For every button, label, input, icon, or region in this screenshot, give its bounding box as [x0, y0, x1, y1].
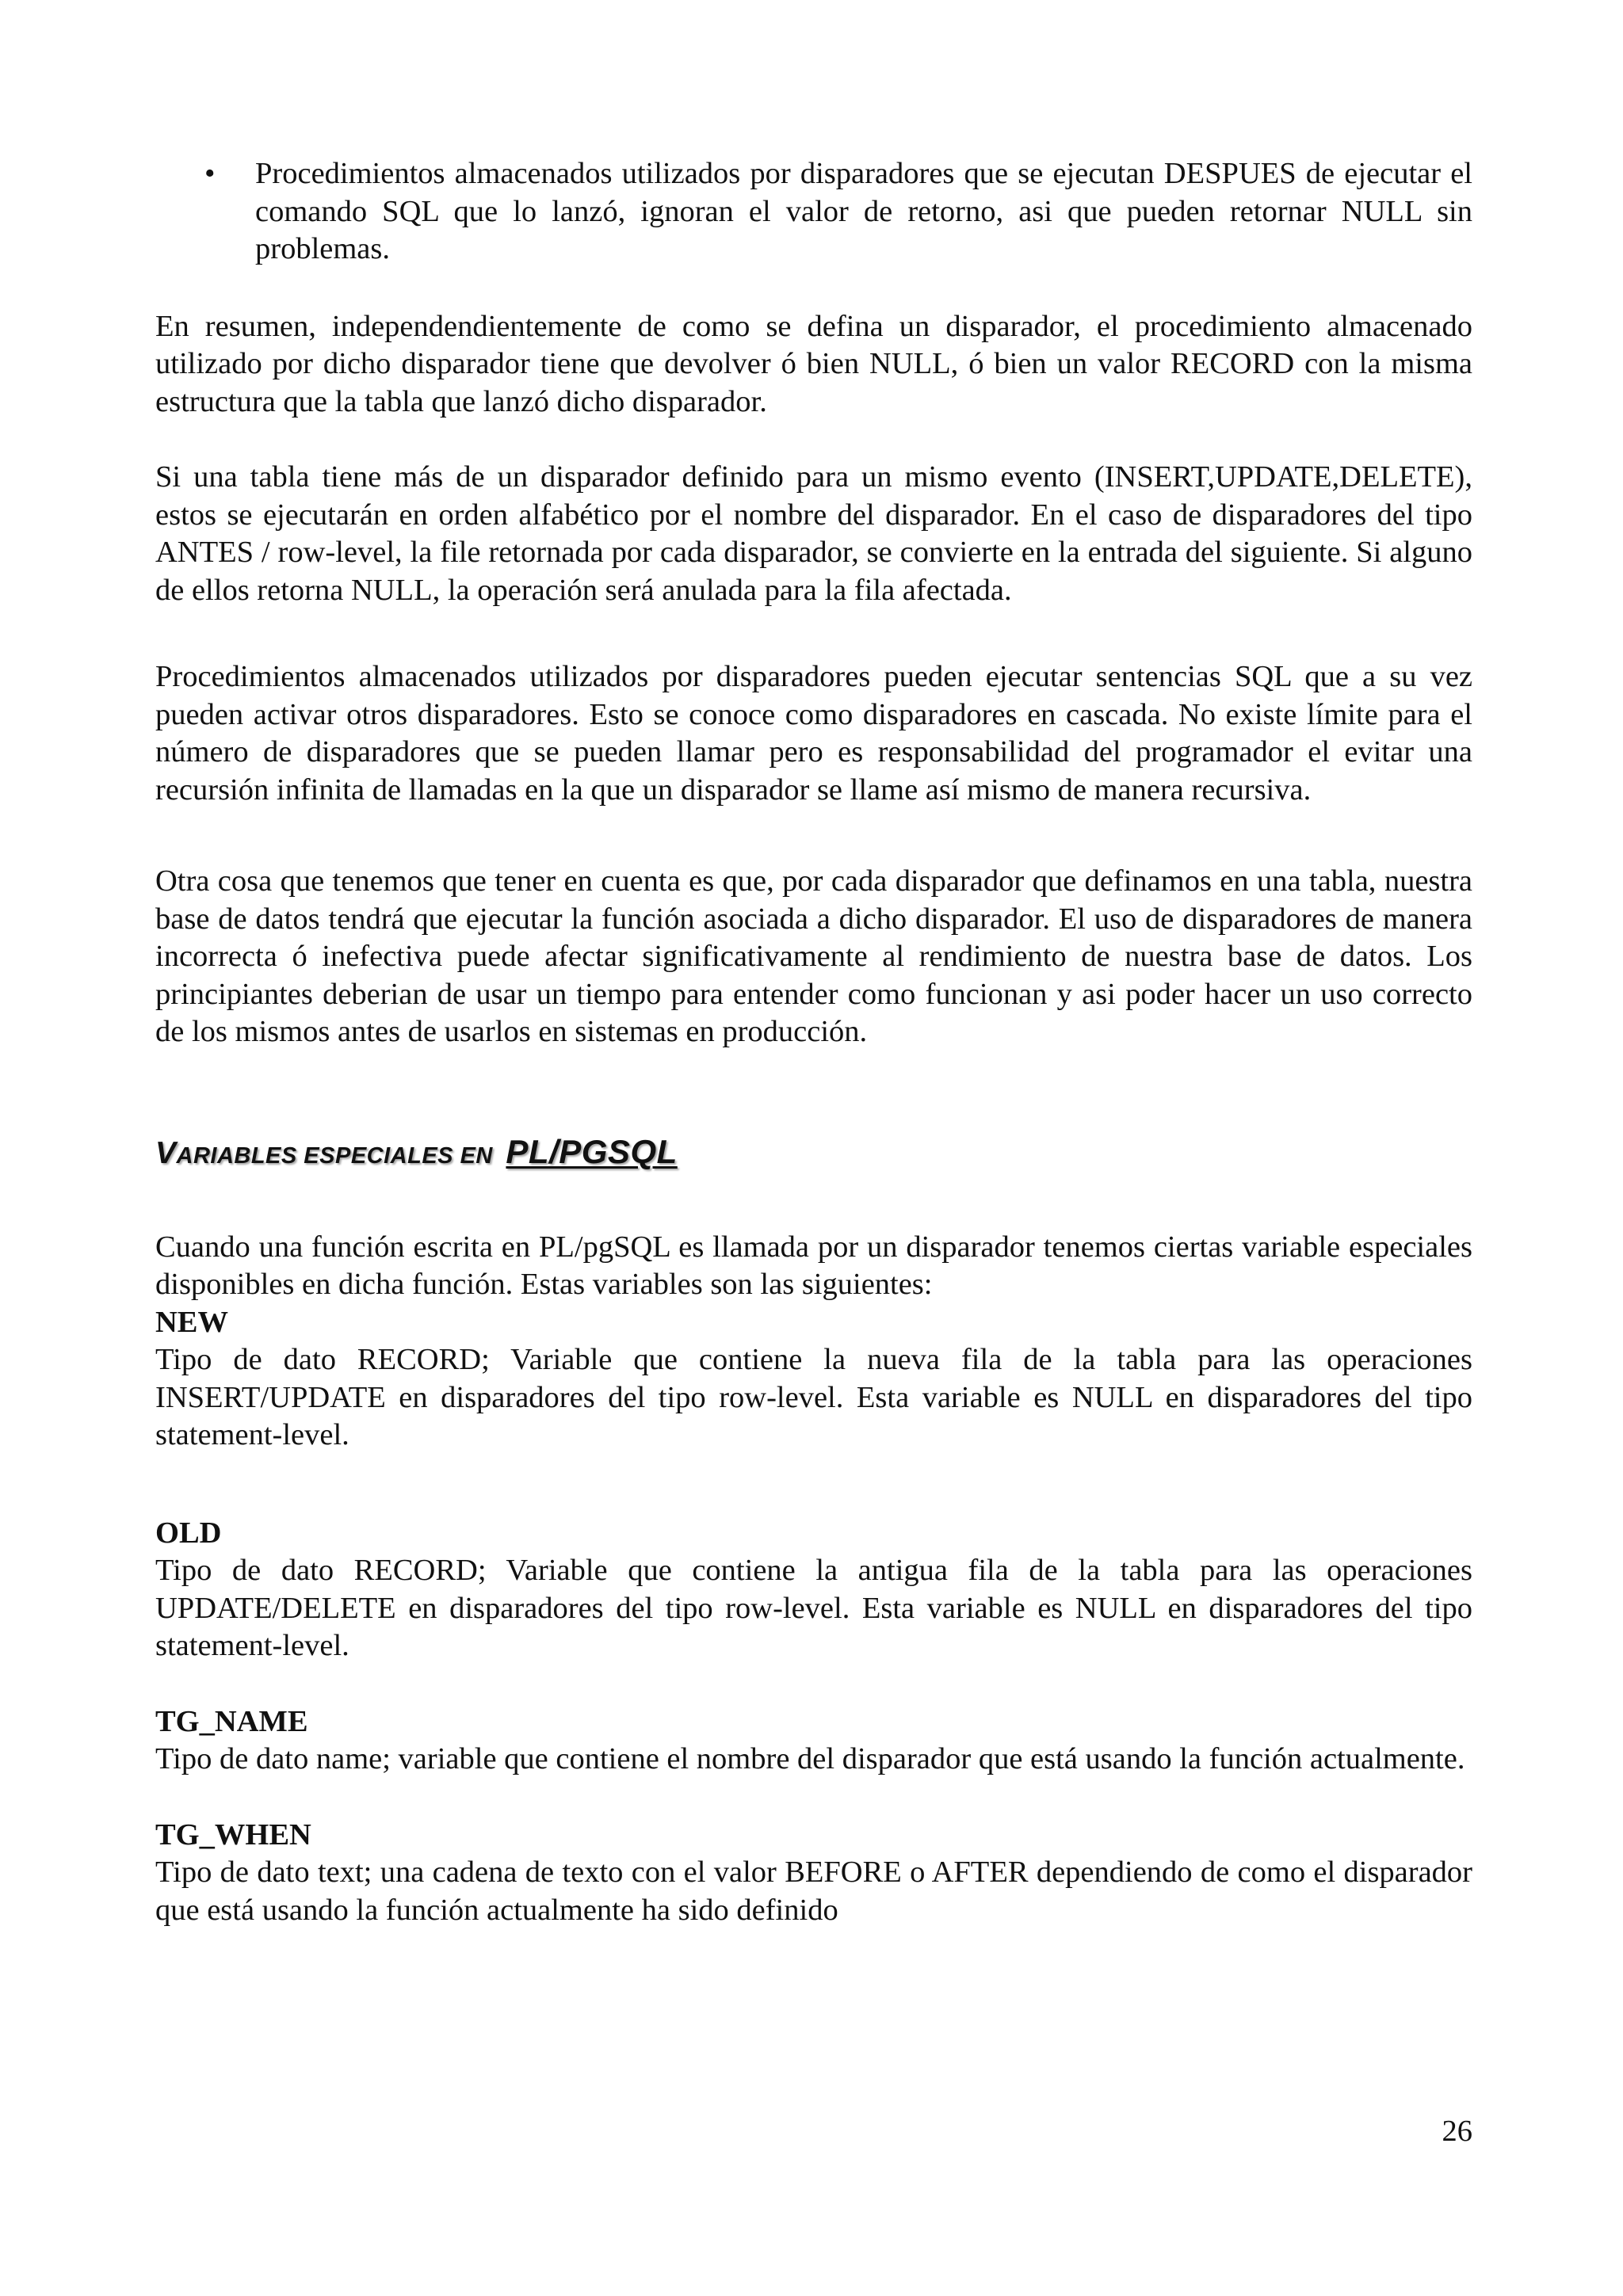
variable-name: TG_NAME [155, 1704, 308, 1738]
variable-tg-when [155, 1817, 1472, 1930]
section-heading [155, 1124, 1472, 1180]
heading-initial: V [155, 1135, 177, 1170]
variable-old [155, 1515, 1472, 1665]
paragraph-cascada: Procedimientos almacenados utilizados por disparadores pueden ejecutar sentencias SQL que a su vez pueden activar otros disparadores. Esto se conoce como disparadores en cascada. No existe límite para el número de disparadores que se pueden llamar pero es responsabilidad del programador el evitar una recursión infinita de llamadas en la que un disparador se llame así mismo de manera recursiva. [155, 660, 1472, 807]
variable-description: Tipo de dato text; una cadena de texto con el valor BEFORE o AFTER dependiendo de como el disparador que está usando la función actualmente ha sido definido [155, 1855, 1472, 1927]
paragraph-intro-variables: Cuando una función escrita en PL/pgSQL es llamada por un disparador tenemos ciertas variable especiales disponibles en dicha función. Estas variables son las siguientes: [155, 1230, 1472, 1301]
paragraph-rendimiento: Otra cosa que tenemos que tener en cuenta es que, por cada disparador que definamos en una tabla, nuestra base de datos tendrá que ejecutar la función asociada a dicho disparador. El uso de disparadores de manera incorrecta ó inefectiva puede afectar significativamente al rendimiento de nuestra base de datos. Los principiantes deberian de usar un tiempo para entender como funcionan y asi poder hacer un uso correcto de los mismos antes de usarlos en sistemas en producción. [155, 864, 1472, 1048]
paragraph-orden: Si una tabla tiene más de un disparador definido para un mismo evento (INSERT,UPDATE,DELETE), estos se ejecutarán en orden alfabético por el nombre del disparador. En el caso de disparadores del tipo ANTES / row-level, la file retornada por cada disparador, se convierte en la entrada del siguiente. Si alguno de ellos retorna NULL, la operación será anulada para la fila afectada. [155, 460, 1472, 607]
heading-plpgsql: PL/PGSQL [506, 1132, 678, 1170]
heading-small-caps: ARIABLES ESPECIALES EN [176, 1142, 493, 1169]
page-number: 26 [1442, 2115, 1472, 2148]
variable-name: TG_WHEN [155, 1817, 311, 1852]
bullet-list [155, 155, 1472, 269]
variable-new [155, 1304, 1472, 1455]
variable-description: Tipo de dato RECORD; Variable que contiene la antigua fila de la tabla para las operaciones UPDATE/DELETE en disparadores del tipo row-level. Esta variable es NULL en disparadores del tipo statement-level. [155, 1554, 1472, 1662]
bullet-item [204, 155, 1472, 269]
variable-tg-name [155, 1703, 1472, 1779]
document-page [155, 155, 1472, 1929]
paragraph-resumen: En resumen, independendientemente de como se defina un disparador, el procedimiento almacenado utilizado por dicho disparador tiene que devolver ó bien NULL, ó bien un valor RECORD con la misma estructura que la tabla que lanzó dicho disparador. [155, 309, 1472, 418]
variable-name: NEW [155, 1305, 228, 1339]
variable-description: Tipo de dato RECORD; Variable que contiene la nueva fila de la tabla para las operaciones INSERT/UPDATE en disparadores del tipo row-level. Esta variable es NULL en disparadores del tipo statement-level. [155, 1343, 1472, 1451]
variable-description: Tipo de dato name; variable que contiene el nombre del disparador que está usando la función actualmente. [155, 1742, 1465, 1775]
variable-name: OLD [155, 1516, 222, 1550]
bullet-icon: • [204, 157, 216, 190]
bullet-text: Procedimientos almacenados utilizados por disparadores que se ejecutan DESPUES de ejecutar el comando SQL que lo lanzó, ignoran el valor de retorno, asi que pueden retornar NULL sin problemas. [255, 157, 1472, 265]
